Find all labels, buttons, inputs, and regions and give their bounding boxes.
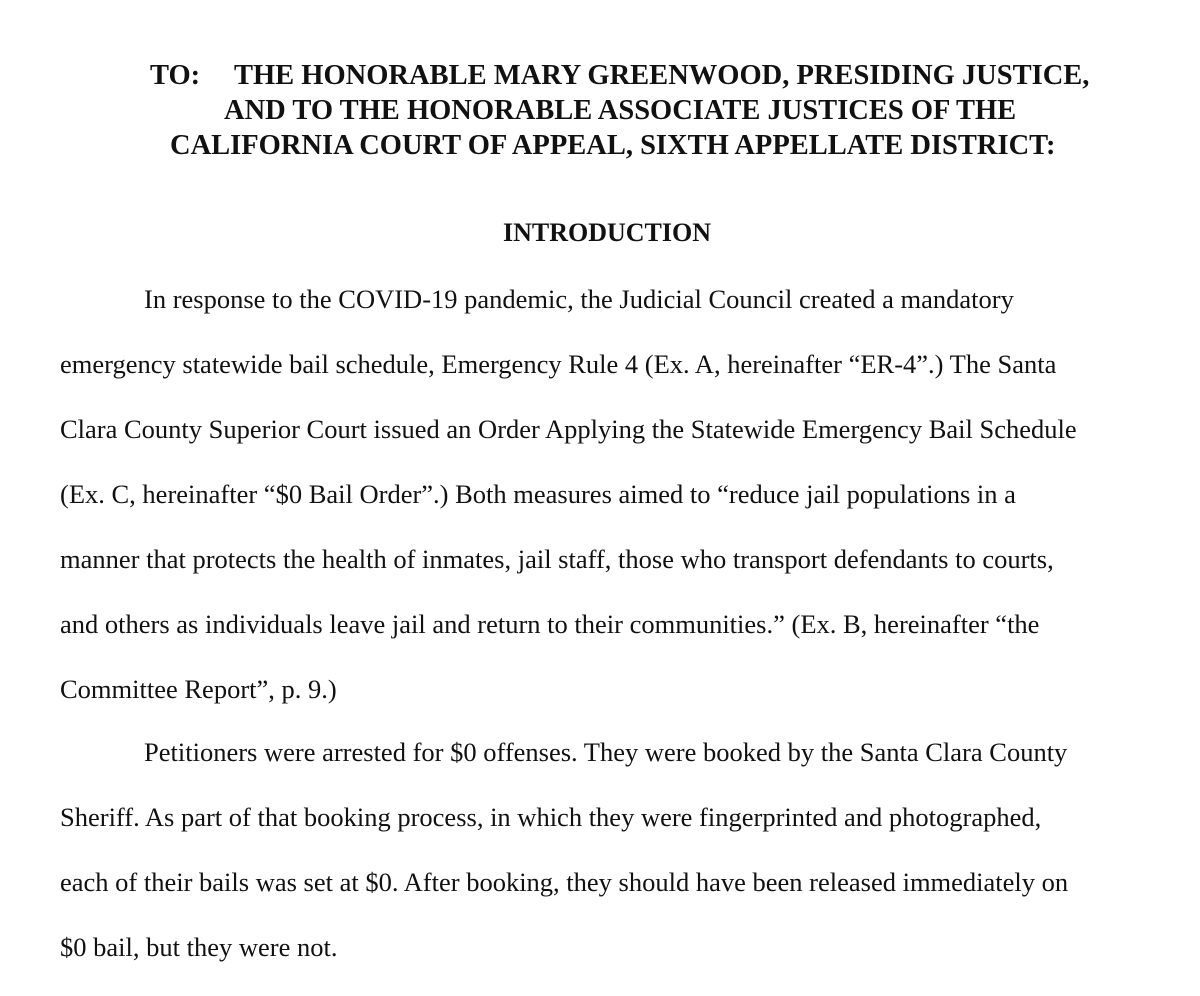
address-line-3: CALIFORNIA COURT OF APPEAL, SIXTH APPELLATE DISTRICT:: [170, 130, 1056, 161]
paragraph-line: emergency statewide bail schedule, Emergency Rule 4 (Ex. A, hereinafter “ER-4”.) The Santa: [60, 349, 1057, 379]
paragraph-1: [60, 283, 1145, 738]
paragraph-2: [60, 736, 1145, 996]
paragraph-line: Committee Report”, p. 9.): [60, 674, 337, 704]
paragraph-line: (Ex. C, hereinafter “$0 Bail Order”.) Both measures aimed to “reduce jail populations in a: [60, 479, 1016, 509]
address-text-1: THE HONORABLE MARY GREENWOOD, PRESIDING JUSTICE,: [234, 60, 1090, 91]
address-line-2: AND TO THE HONORABLE ASSOCIATE JUSTICES OF THE: [224, 95, 1017, 126]
paragraph-line: In response to the COVID-19 pandemic, the Judicial Council created a mandatory: [144, 284, 1014, 314]
paragraph-line: Petitioners were arrested for $0 offenses. They were booked by the Santa Clara County: [144, 737, 1068, 767]
paragraph-line: $0 bail, but they were not.: [60, 932, 338, 962]
section-heading: INTRODUCTION: [502, 218, 712, 247]
to-label: TO:: [150, 60, 201, 91]
paragraph-line: manner that protects the health of inmates, jail staff, those who transport defendants to courts,: [60, 544, 1054, 574]
address-line-1: [150, 58, 1160, 93]
paragraph-line: and others as individuals leave jail and return to their communities.” (Ex. B, hereinafter “the: [60, 609, 1040, 639]
paragraph-line: Clara County Superior Court issued an Order Applying the Statewide Emergency Bail Schedule: [60, 414, 1077, 444]
address-block: [150, 58, 1160, 163]
paragraph-line: Sheriff. As part of that booking process, in which they were fingerprinted and photographed,: [60, 802, 1042, 832]
paragraph-line: each of their bails was set at $0. After booking, they should have been released immediately on: [60, 867, 1069, 897]
